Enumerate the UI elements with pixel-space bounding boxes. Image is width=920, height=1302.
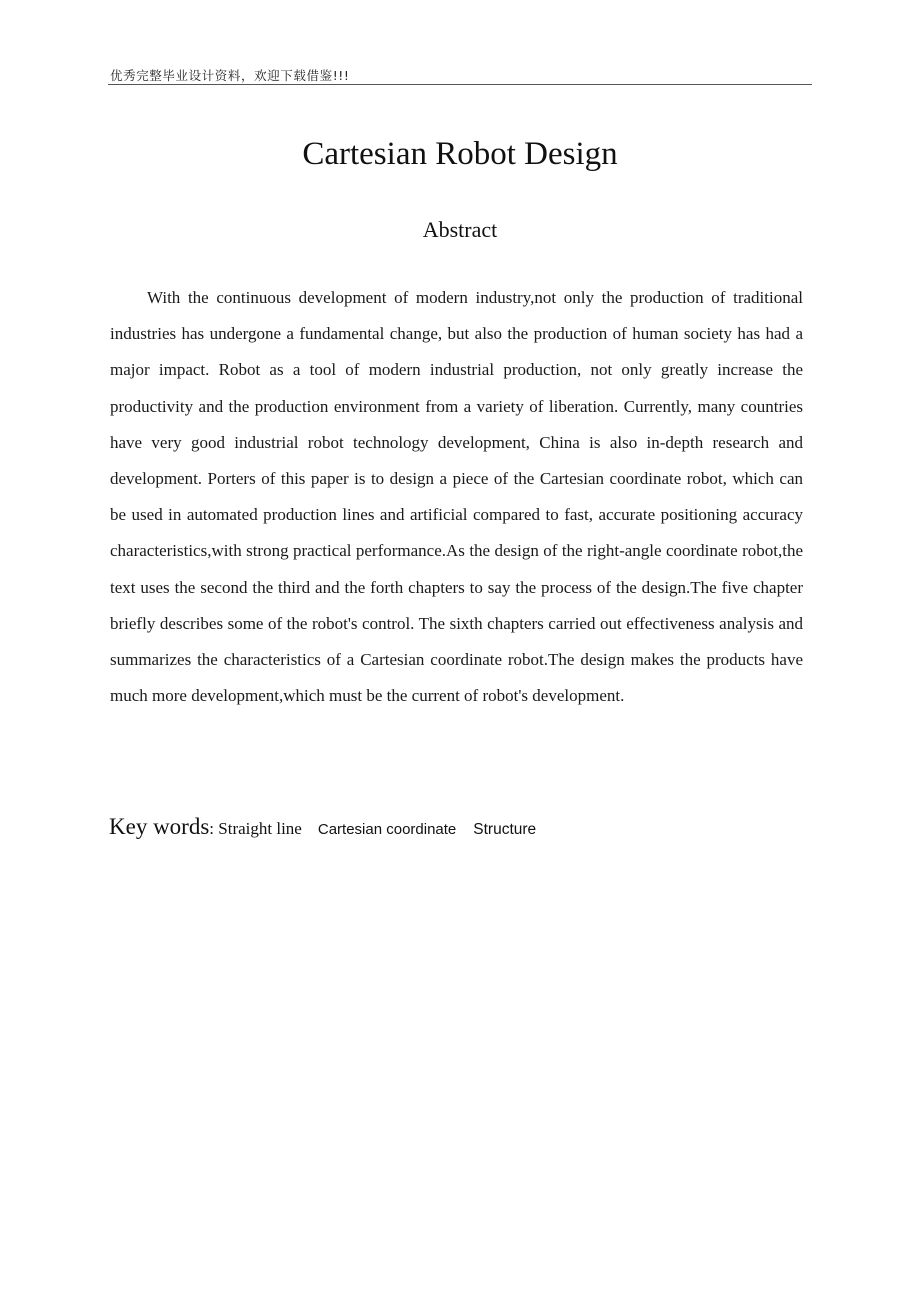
keyword-item: Structure: [473, 821, 537, 838]
keyword-item: Straight line: [218, 819, 302, 838]
keywords-line: [109, 814, 536, 840]
header-note: 优秀完整毕业设计资料，欢迎下载借鉴!!!: [110, 68, 350, 83]
keywords-label: Key words: [109, 814, 210, 839]
abstract-heading: Abstract: [422, 217, 498, 242]
keyword-item: Cartesian coordinate: [317, 821, 457, 838]
header-divider: [108, 84, 812, 85]
keywords-separator: :: [209, 819, 219, 838]
abstract-body: With the continuous development of modern industry,not only the production of traditional industries has undergone a fundamental change, but also the production of human society has had a major impact. Robot as a tool of modern industrial production, not only greatly increase the productivity and the production environment from a variety of liberation. Currently, many countries have very good industrial robot technology development, China is also in-depth research and development. Porters of this paper is to design a piece of the Cartesian coordinate robot, which can be used in automated production lines and artificial compared to fast, accurate positioning accuracy characteristics,with strong practical performance.As the design of the right-angle coordinate robot,the text uses the second the third and the forth chapters to say the process of the design.The five chapter briefly describes some of the robot's control. The sixth chapters carried out effectiveness analysis and summarizes the characteristics of a Cartesian coordinate robot.The design makes the products have much more development,which must be the current of robot's development.: [110, 288, 803, 706]
document-title: Cartesian Robot Design: [302, 136, 618, 172]
